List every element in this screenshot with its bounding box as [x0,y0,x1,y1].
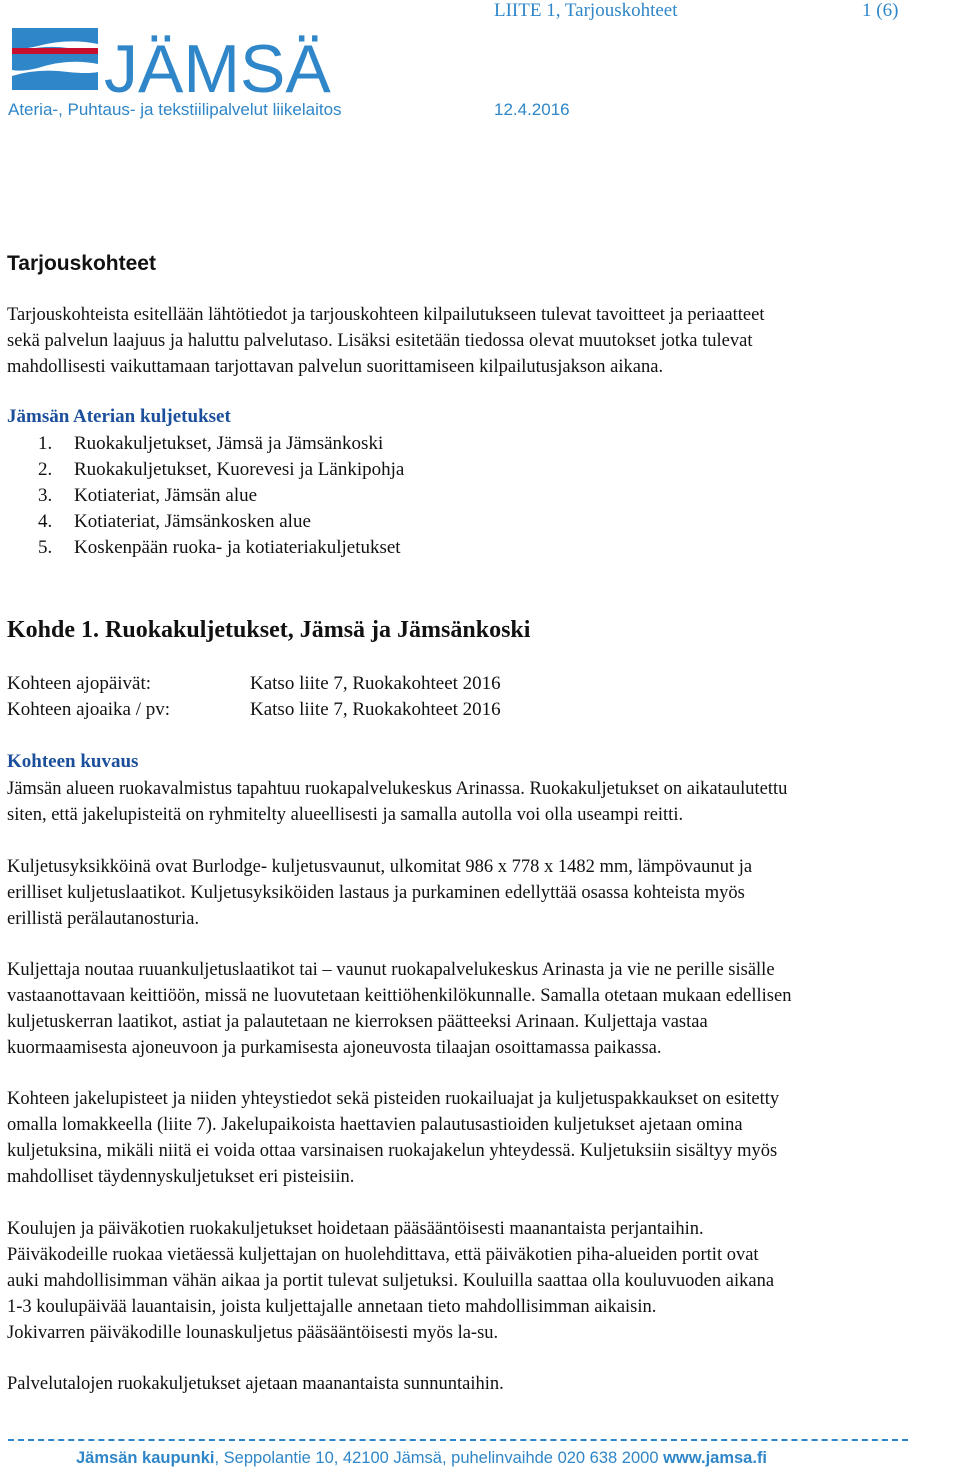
description-paragraph [7,1371,957,1397]
paragraph-line: 1-3 koulupäivää lauantaisin, joista kuljettajalle annetaan tieto mahdollisimman aikaisin. [7,1297,657,1317]
description-paragraph [7,854,957,932]
paragraph-line: vastaanottavaan keittiöön, missä ne luovutetaan keittiöhenkilökunnalle. Samalla otetaan mukaan edellisen [7,986,792,1006]
footer-website-link[interactable]: www.jamsa.fi [663,1449,768,1467]
list-item: 4. Kotiateriat, Jämsänkosken alue [38,511,311,532]
description-paragraph [7,957,957,1061]
page-title: Tarjouskohteet [7,252,156,275]
jamsa-logo [8,22,331,107]
logo-red-stripe [12,48,98,54]
paragraph-line: omalla lomakkeella (liite 7). Jakelupaikoista haettavien palautusastioiden kuljetukset ajetaan omina [7,1115,743,1135]
footer-address: , Seppolantie 10, 42100 Jämsä, puhelinvaihde 020 638 2000 [214,1449,664,1467]
paragraph-line: Jokivarren päiväkodille lounaskuljetus pääsääntöisesti myös la-su. [7,1323,499,1343]
paragraph-line: Jämsän alueen ruokavalmistus tapahtuu ruokapalvelukeskus Arinassa. Ruokakuljetukset on aikataulutettu [7,779,788,799]
paragraph-line: auki mahdollisimman vähän aikaa ja portit tulevat suljetuksi. Kouluilla saattaa olla kouluvuoden aikana [7,1271,775,1291]
list-item: 5. Koskenpään ruoka- ja kotiateriakuljetukset [38,537,401,558]
footer-city: Jämsän kaupunki [76,1449,215,1467]
description-paragraph [7,776,957,828]
description-paragraph [7,1086,957,1190]
kohde-heading: Kohde 1. Ruokakuljetukset, Jämsä ja Jämsänkoski [7,617,531,643]
paragraph-line: Palvelutalojen ruokakuljetukset ajetaan maanantaista sunnuntaihin. [7,1374,504,1394]
driving-time-label: Kohteen ajoaika / pv: [7,699,171,720]
driving-days-label: Kohteen ajopäivät: [7,673,152,694]
document-date: 12.4.2016 [494,100,570,119]
logo-wave-bottom [12,71,98,90]
paragraph-line: Koulujen ja päiväkotien ruokakuljetukset hoidetaan pääsääntöisesti maanantaista perjantaihin. [7,1219,704,1239]
description-paragraph [7,1216,957,1346]
list-item: 1. Ruokakuljetukset, Jämsä ja Jämsänkoski [38,433,384,454]
paragraph-line: erillistä perälautanosturia. [7,909,200,929]
intro-paragraph [7,302,957,380]
page-number: 1 (6) [862,0,899,21]
list-item: 3. Kotiateriat, Jämsän alue [38,485,258,506]
paragraph-line: Päiväkodeille ruokaa vietäessä kuljettajan on huolehdittava, että päiväkotien piha-alueiden portit ovat [7,1245,759,1265]
paragraph-line: kuljetuksina, mikäli niitä ei voida ottaa varsinaisen ruokajakelun yhteydessä. Kuljetuksiin sisältyy myös [7,1141,778,1161]
paragraph-line: siten, että jakelupisteitä on ryhmitelty alueellisesti ja samalla autolla voi olla useampi reitti. [7,805,684,825]
paragraph-line: erilliset kuljetuslaatikot. Kuljetusyksiköiden lastaus ja purkaminen edellyttää osassa kohteista myös [7,883,745,903]
footer [76,1449,767,1468]
paragraph-line: Kohteen jakelupisteet ja niiden yhteystiedot sekä pisteiden ruokailuajat ja kuljetuspakkaukset on esitetty [7,1089,780,1109]
intro-line: mahdollisesti vaikuttamaan tarjottavan palvelun suorittamiseen kilpailutusjakson aikana. [7,357,664,377]
logo-wave-top [12,28,98,49]
logo-text: JÄMSÄ [104,31,331,107]
paragraph-line: kuljetuskerran laatikot, astiat ja palautetaan ne kierroksen päätteeksi Arinaan. Kuljettaja vastaa [7,1012,708,1032]
description-heading: Kohteen kuvaus [7,751,139,772]
section-heading: Jämsän Aterian kuljetukset [7,406,231,427]
driving-days-value: Katso liite 7, Ruokakohteet 2016 [250,673,501,694]
intro-line: sekä palvelun laajuus ja haluttu palvelutaso. Lisäksi esitetään tiedossa olevat muutokset jotka tulevat [7,331,753,351]
paragraph-line: Kuljetusyksikköinä ovat Burlodge- kuljetusvaunut, ulkomitat 986 x 778 x 1482 mm, lämpövaunut ja [7,857,753,877]
paragraph-line: kuormaamisesta ajoneuvoon ja purkamisesta ajoneuvosta tilaajan osoittamassa paikassa. [7,1038,662,1058]
paragraph-line: Kuljettaja noutaa ruuankuljetuslaatikot tai – vaunut ruokapalvelukeskus Arinasta ja vie ne perille sisälle [7,960,775,980]
attachment-reference: LIITE 1, Tarjouskohteet [494,0,678,21]
organization-name: Ateria-, Puhtaus- ja tekstiilipalvelut liikelaitos [8,100,342,119]
footer-divider [8,1439,908,1441]
paragraph-line: mahdolliset täydennyskuljetukset eri pisteisiin. [7,1167,355,1187]
driving-time-value: Katso liite 7, Ruokakohteet 2016 [250,699,501,720]
intro-line: Tarjouskohteista esitellään lähtötiedot ja tarjouskohteen kilpailutukseen tulevat tavoitteet ja periaatteet [7,305,765,325]
list-item: 2. Ruokakuljetukset, Kuorevesi ja Länkipohja [38,459,405,480]
